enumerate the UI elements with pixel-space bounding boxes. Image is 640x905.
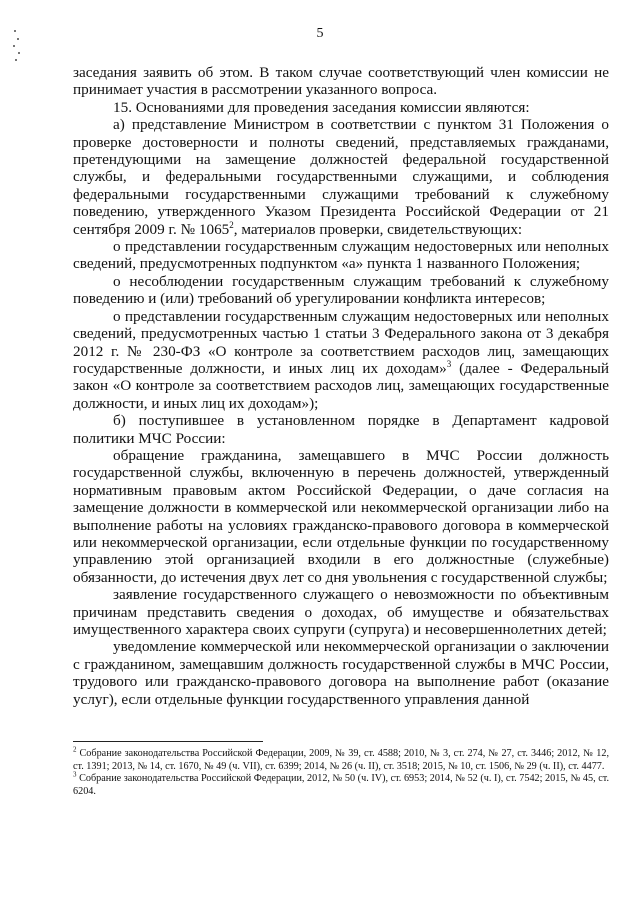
footnote-mark: 2 — [73, 745, 77, 754]
page-number: 5 — [316, 26, 324, 41]
paragraph-subitem-b: б) поступившее в установленном порядке в Департамент кадровой политики МЧС России: — [73, 412, 609, 447]
paragraph-clause: уведомление коммерческой или некоммерческой организации о заключении с гражданином, замещавшим должность государственной службы в МЧС России, трудового или гражданско-правового договора на выполнение работ (оказание услуг), если отдельные функции государственного управления данной — [73, 638, 609, 708]
footnotes — [73, 745, 609, 798]
paragraph-subitem-a: а) представление Министром в соответствии с пунктом 31 Положения о проверке достоверности и полноты сведений, представляемых гражданами, претендующими на замещение должностей федеральной государственной службы, и федеральными государственными служащими, и соблюдения федеральными государственными служащими требований к служебному поведению, утвержденного Указом Президента Российской Федерации от 21 сентября 2009 г. № 1065$^2$, материалов проверки, свидетельствующих: — [73, 116, 609, 238]
paragraph-clause: заявление государственного служащего о невозможности по объективным причинам представить сведения о доходах, об имуществе и обязательствах имущественного характера своих супруги (супруга) и несовершеннолетних детей; — [73, 586, 609, 638]
paragraph-clause: обращение гражданина, замещавшего в МЧС России должность государственной службы, включенную в перечень должностей, утвержденный нормативным правовым актом Российской Федерации, о даче согласия на замещение должности в коммерческой или некоммерческой организации либо на выполнение работы на условиях гражданско-правового договора в коммерческой или некоммерческой организации, если отдельные функции по государственному управлению этой организацией входили в его должностные (служебные) обязанности, до истечения двух лет со дня увольнения с государственной службы; — [73, 446, 609, 586]
footnote-ref-3: 3 — [446, 358, 452, 369]
paragraph-clause: о представлении государственным служащим недостоверных или неполных сведений, предусмотренных подпунктом «а» пункта 1 названного Положения; — [73, 238, 609, 273]
footnote-mark: 3 — [73, 770, 77, 779]
footnote-2: $^2$ Собрание законодательства Российской Федерации, 2009, № 39, ст. 4588; 2010, № 3, ст. 274, № 27, ст. 3446; 2012, № 12, ст. 1391; 2013, № 14, ст. 1670, № 49 (ч. VII), ст. 6399; 2014, № 26 (ч. II), ст. 3518; 2015, № 10, ст. 1506, № 29 (ч. II), ст. 4477. — [73, 745, 609, 772]
paragraph-clause: о несоблюдении государственным служащим требований к служебному поведению и (или) требований об урегулировании конфликта интересов; — [73, 272, 609, 308]
footnote-3: $^3$ Собрание законодательства Российской Федерации, 2012, № 50 (ч. IV), ст. 6953; 2014, № 52 (ч. I), ст. 7542; 2015, № 45, ст. 6204. — [73, 770, 609, 797]
paragraph-clause: о представлении государственным служащим недостоверных или неполных сведений, предусмотренных частью 1 статьи 3 Федерального закона от 3 декабря 2012 г. № 230-ФЗ «О контроле за соответствием расходов лиц, замещающих государственные должности, и иных лиц их доходам»$^3$ (далее - Федеральный закон «О контроле за соответствием расходов лиц, замещающих государственные должности, и иных лиц их доходам»); — [73, 307, 609, 412]
footnote-ref-2: 2 — [229, 219, 234, 230]
footnote-separator — [73, 741, 263, 742]
margin-scan-marks — [12, 30, 26, 62]
document-body — [73, 64, 609, 708]
paragraph-item-15: 15. Основаниями для проведения заседания комиссии являются: — [113, 98, 530, 116]
paragraph-continuation: заседания заявить об этом. В таком случае соответствующий член комиссии не принимает участия в рассмотрении указанного вопроса. — [73, 64, 609, 99]
